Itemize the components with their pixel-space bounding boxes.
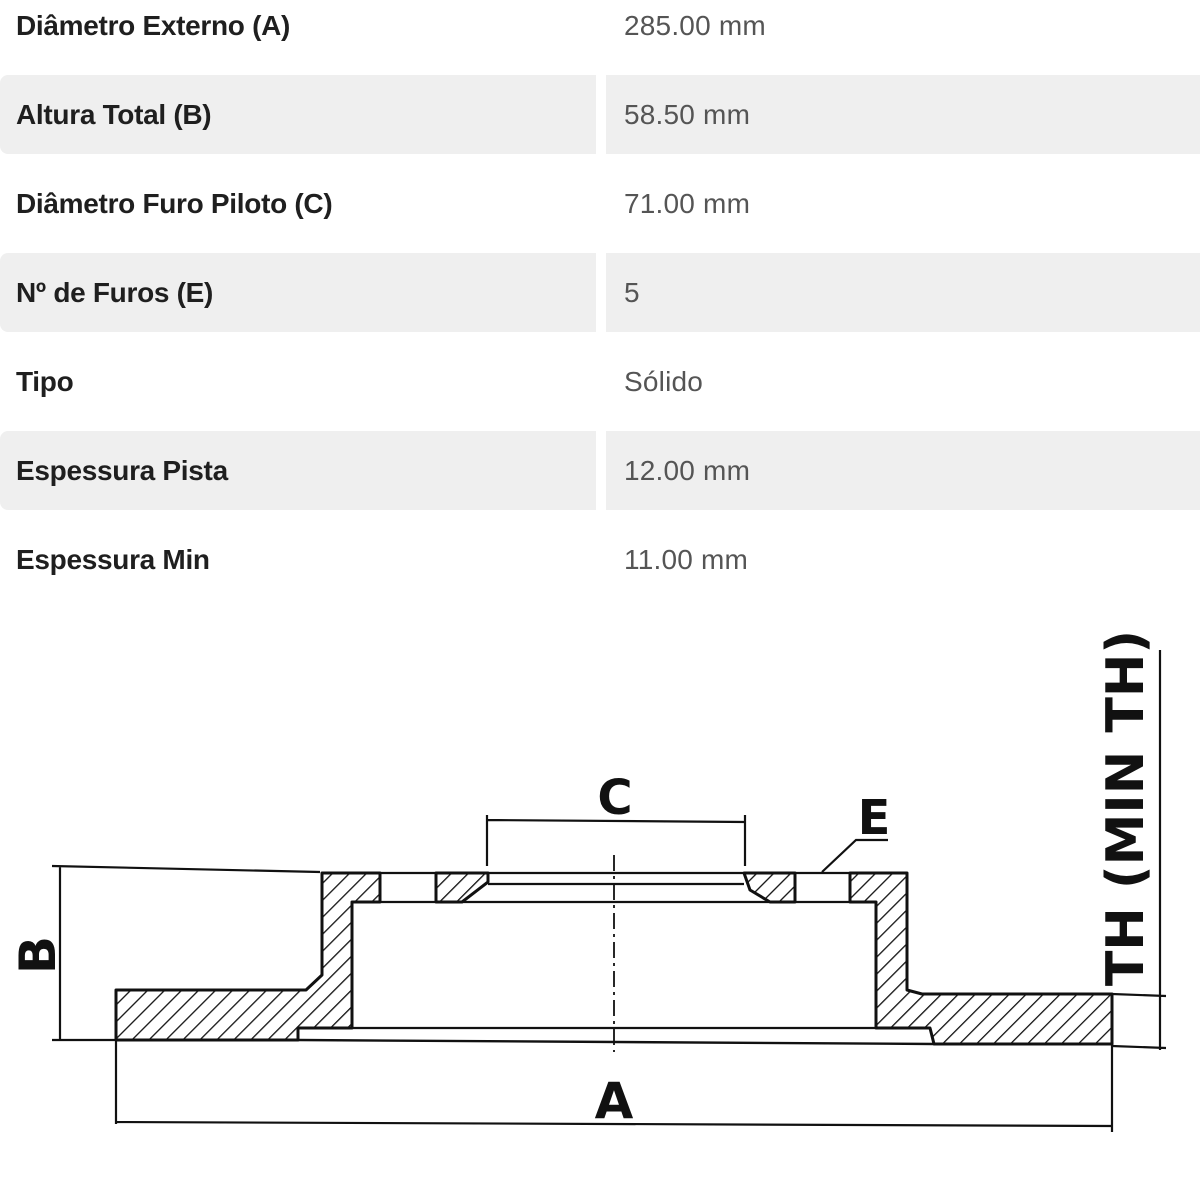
spec-value: 285.00 mm <box>624 9 766 41</box>
spec-row-diametro-furo-piloto <box>0 164 1200 243</box>
spec-label: Espessura Pista <box>0 431 596 510</box>
dimension-labels <box>9 630 1156 1130</box>
dim-label-th: TH (MIN TH) <box>1096 629 1156 987</box>
dim-label-b: B <box>9 935 67 975</box>
spec-row-altura-total <box>0 75 1200 154</box>
spec-label: Diâmetro Furo Piloto (C) <box>16 187 333 219</box>
spec-value: 11.00 mm <box>624 543 749 575</box>
spec-value: 12.00 mm <box>606 431 1200 510</box>
dimension-lines <box>52 650 1166 1132</box>
spec-row-tipo <box>0 342 1200 421</box>
spec-label: Espessura Min <box>16 543 210 575</box>
right-hub-section <box>744 873 795 902</box>
spec-row-espessura-pista <box>0 431 1200 510</box>
left-hub-section <box>436 873 488 902</box>
left-flange-section <box>116 873 380 1040</box>
disc-bottom-line <box>298 1040 934 1044</box>
spec-label: Tipo <box>16 365 74 397</box>
spec-value: Sólido <box>624 365 704 397</box>
disc-cross-section <box>116 855 1112 1052</box>
brake-disc-diagram <box>0 600 1200 1200</box>
spec-row-espessura-min <box>0 520 1200 599</box>
spec-label: Diâmetro Externo (A) <box>16 9 291 41</box>
spec-row-numero-furos <box>0 253 1200 332</box>
spec-row-diametro-externo <box>0 0 1200 65</box>
spec-label: Nº de Furos (E) <box>0 253 596 332</box>
dim-label-e: E <box>857 790 891 846</box>
spec-value: 5 <box>606 253 1200 332</box>
spec-value: 71.00 mm <box>624 187 751 219</box>
right-flange-section <box>850 873 1112 1044</box>
spec-label: Altura Total (B) <box>0 75 596 154</box>
spec-value: 58.50 mm <box>606 75 1200 154</box>
dim-label-c: C <box>597 770 633 826</box>
dim-label-a: A <box>594 1072 634 1130</box>
